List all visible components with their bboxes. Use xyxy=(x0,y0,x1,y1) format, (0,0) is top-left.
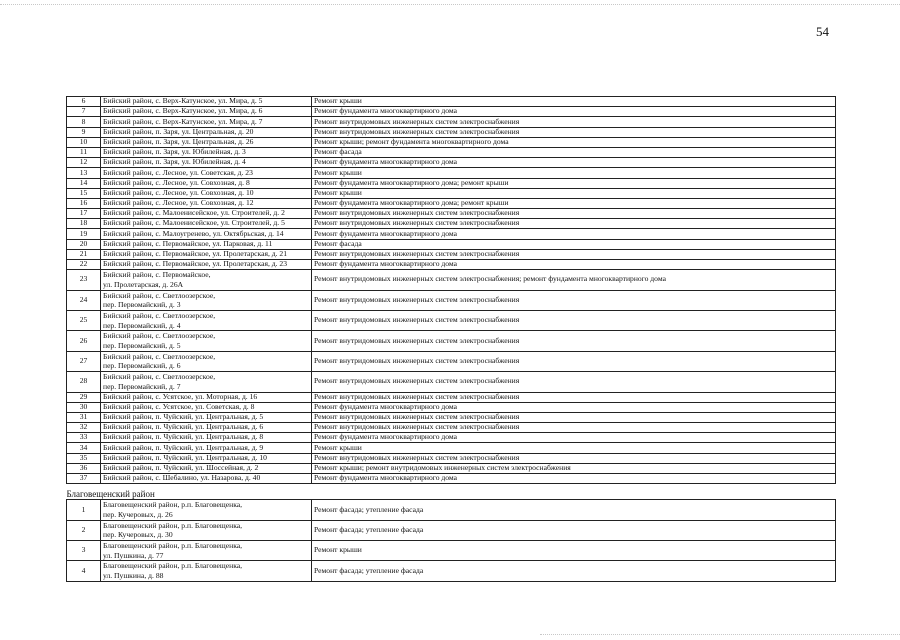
table-row xyxy=(67,443,836,453)
row-address: Бийский район, с. Верх-Катунское, ул. Мира, д. 7 xyxy=(101,117,312,127)
row-number: 3 xyxy=(67,541,101,561)
row-work-type: Ремонт фундамента многоквартирного дома; ремонт крыши xyxy=(312,178,836,188)
row-work-type: Ремонт внутридомовых инженерных систем электроснабжения xyxy=(312,423,836,433)
row-work-type: Ремонт внутридомовых инженерных систем электроснабжения xyxy=(312,310,836,330)
row-number: 15 xyxy=(67,188,101,198)
row-number: 30 xyxy=(67,402,101,412)
row-work-type: Ремонт внутридомовых инженерных систем электроснабжения xyxy=(312,412,836,422)
address-line-2: ул. Пушкина, д. 88 xyxy=(103,571,164,581)
row-address xyxy=(101,541,312,561)
repair-table xyxy=(66,96,836,582)
row-address: Бийский район, п. Чуйский, ул. Шоссейная, д. 2 xyxy=(101,463,312,473)
row-address: Бийский район, с. Усятское, ул. Советская, д. 8 xyxy=(101,402,312,412)
table-row xyxy=(67,137,836,147)
row-number: 10 xyxy=(67,137,101,147)
table-row xyxy=(67,463,836,473)
table-row xyxy=(67,412,836,422)
row-address: Бийский район, п. Чуйский, ул. Центральная, д. 9 xyxy=(101,443,312,453)
row-address: Бийский район, п. Чуйский, ул. Центральная, д. 10 xyxy=(101,453,312,463)
row-address xyxy=(101,520,312,540)
table-row xyxy=(67,372,836,392)
row-number: 29 xyxy=(67,392,101,402)
row-address: Бийский район, с. Первомайское, ул. Парковая, д. 11 xyxy=(101,239,312,249)
row-address xyxy=(101,331,312,351)
table-row xyxy=(67,239,836,249)
row-number: 16 xyxy=(67,198,101,208)
table-row xyxy=(67,97,836,107)
table-row xyxy=(67,500,836,520)
row-work-type: Ремонт внутридомовых инженерных систем электроснабжения xyxy=(312,219,836,229)
row-number: 24 xyxy=(67,290,101,310)
table-row xyxy=(67,127,836,137)
table-row xyxy=(67,561,836,581)
table-row xyxy=(67,402,836,412)
row-work-type: Ремонт внутридомовых инженерных систем электроснабжения xyxy=(312,127,836,137)
table-row xyxy=(67,188,836,198)
address-line-2: пер. Первомайский, д. 4 xyxy=(103,320,181,330)
row-number: 36 xyxy=(67,463,101,473)
row-address: Бийский район, п. Чуйский, ул. Центральная, д. 8 xyxy=(101,433,312,443)
row-number: 13 xyxy=(67,168,101,178)
row-address: Бийский район, п. Заря, ул. Юбилейная, д. 3 xyxy=(101,147,312,157)
address-line-2: пер. Первомайский, д. 7 xyxy=(103,381,181,391)
row-work-type: Ремонт внутридомовых инженерных систем электроснабжения xyxy=(312,290,836,310)
row-work-type: Ремонт крыши; ремонт фундамента многоквартирного дома xyxy=(312,137,836,147)
row-number: 8 xyxy=(67,117,101,127)
row-number: 28 xyxy=(67,372,101,392)
table-row xyxy=(67,270,836,290)
row-number: 4 xyxy=(67,561,101,581)
row-work-type: Ремонт фундамента многоквартирного дома xyxy=(312,229,836,239)
address-line-1: Бийский район, с. Светлоозерское, xyxy=(103,290,216,300)
row-work-type: Ремонт фундамента многоквартирного дома xyxy=(312,402,836,412)
row-address xyxy=(101,372,312,392)
row-number: 27 xyxy=(67,351,101,371)
row-number: 11 xyxy=(67,147,101,157)
table-row xyxy=(67,107,836,117)
table-row xyxy=(67,310,836,330)
row-address: Бийский район, п. Чуйский, ул. Центральная, д. 5 xyxy=(101,412,312,422)
repair-table-body xyxy=(67,97,836,582)
row-work-type: Ремонт внутридомовых инженерных систем электроснабжения xyxy=(312,249,836,259)
table-row xyxy=(67,219,836,229)
address-line-1: Благовещенский район, р.п. Благовещенка, xyxy=(103,500,243,510)
address-line-1: Бийский район, с. Первомайское, xyxy=(103,270,211,280)
row-address xyxy=(101,270,312,290)
row-work-type: Ремонт внутридомовых инженерных систем электроснабжения xyxy=(312,392,836,402)
row-work-type: Ремонт фасада xyxy=(312,147,836,157)
table-row xyxy=(67,229,836,239)
row-work-type: Ремонт крыши xyxy=(312,188,836,198)
row-address xyxy=(101,290,312,310)
row-work-type: Ремонт фасада; утепление фасада xyxy=(312,520,836,540)
table-row xyxy=(67,147,836,157)
table-row xyxy=(67,520,836,540)
row-work-type: Ремонт крыши xyxy=(312,97,836,107)
row-address: Бийский район, с. Первомайское, ул. Пролетарская, д. 23 xyxy=(101,260,312,270)
table-row xyxy=(67,541,836,561)
row-number: 12 xyxy=(67,158,101,168)
row-number: 7 xyxy=(67,107,101,117)
row-number: 33 xyxy=(67,433,101,443)
table-row xyxy=(67,209,836,219)
address-line-2: ул. Пролетарская, д. 26А xyxy=(103,279,184,289)
row-number: 14 xyxy=(67,178,101,188)
row-address: Бийский район, с. Усятское, ул. Моторная, д. 16 xyxy=(101,392,312,402)
section-header-row xyxy=(67,484,836,500)
table-row xyxy=(67,351,836,371)
row-number: 25 xyxy=(67,310,101,330)
row-work-type: Ремонт фасада; утепление фасада xyxy=(312,500,836,520)
row-work-type: Ремонт крыши xyxy=(312,541,836,561)
table-row xyxy=(67,290,836,310)
table-row xyxy=(67,474,836,484)
row-address: Бийский район, с. Лесное, ул. Совхозная, д. 8 xyxy=(101,178,312,188)
row-number: 37 xyxy=(67,474,101,484)
row-number: 23 xyxy=(67,270,101,290)
table-row xyxy=(67,158,836,168)
row-number: 20 xyxy=(67,239,101,249)
address-line-2: ул. Пушкина, д. 77 xyxy=(103,550,164,560)
section-title: Благовещенский район xyxy=(67,484,836,500)
address-line-1: Благовещенский район, р.п. Благовещенка, xyxy=(103,520,243,530)
address-line-1: Бийский район, с. Светлоозерское, xyxy=(103,372,216,382)
row-number: 22 xyxy=(67,260,101,270)
row-number: 2 xyxy=(67,520,101,540)
row-number: 26 xyxy=(67,331,101,351)
row-work-type: Ремонт фундамента многоквартирного дома xyxy=(312,260,836,270)
address-line-1: Благовещенский район, р.п. Благовещенка, xyxy=(103,561,243,571)
row-work-type: Ремонт фундамента многоквартирного дома xyxy=(312,158,836,168)
row-number: 34 xyxy=(67,443,101,453)
scan-edge-bottom xyxy=(540,634,900,635)
row-work-type: Ремонт фундамента многоквартирного дома xyxy=(312,433,836,443)
address-line-2: пер. Кучеровых, д. 26 xyxy=(103,509,173,519)
address-line-1: Бийский район, с. Светлоозерское, xyxy=(103,311,216,321)
row-address xyxy=(101,500,312,520)
table-row xyxy=(67,331,836,351)
row-work-type: Ремонт крыши xyxy=(312,443,836,453)
address-line-2: пер. Первомайский, д. 3 xyxy=(103,300,181,310)
row-address: Бийский район, с. Первомайское, ул. Пролетарская, д. 21 xyxy=(101,249,312,259)
row-address xyxy=(101,561,312,581)
row-work-type: Ремонт внутридомовых инженерных систем электроснабжения xyxy=(312,372,836,392)
row-work-type: Ремонт внутридомовых инженерных систем электроснабжения xyxy=(312,351,836,371)
row-work-type: Ремонт крыши xyxy=(312,168,836,178)
table-row xyxy=(67,178,836,188)
row-work-type: Ремонт внутридомовых инженерных систем электроснабжения; ремонт фундамента многоквартирного дома xyxy=(312,270,836,290)
table-row xyxy=(67,168,836,178)
table-row xyxy=(67,423,836,433)
row-number: 19 xyxy=(67,229,101,239)
row-number: 21 xyxy=(67,249,101,259)
row-work-type: Ремонт фасада xyxy=(312,239,836,249)
table-row xyxy=(67,249,836,259)
row-address: Бийский район, с. Малоенисейское, ул. Строителей, д. 2 xyxy=(101,209,312,219)
scan-edge-top xyxy=(0,4,900,5)
row-work-type: Ремонт внутридомовых инженерных систем электроснабжения xyxy=(312,453,836,463)
row-number: 18 xyxy=(67,219,101,229)
row-work-type: Ремонт внутридомовых инженерных систем электроснабжения xyxy=(312,331,836,351)
row-work-type: Ремонт внутридомовых инженерных систем электроснабжения xyxy=(312,209,836,219)
row-address: Бийский район, с. Верх-Катунское, ул. Мира, д. 5 xyxy=(101,97,312,107)
row-address: Бийский район, с. Лесное, ул. Совхозная, д. 10 xyxy=(101,188,312,198)
row-address: Бийский район, п. Заря, ул. Юбилейная, д. 4 xyxy=(101,158,312,168)
row-address: Бийский район, с. Лесное, ул. Советская, д. 23 xyxy=(101,168,312,178)
row-work-type: Ремонт фундамента многоквартирного дома; ремонт крыши xyxy=(312,198,836,208)
row-number: 17 xyxy=(67,209,101,219)
row-address: Бийский район, с. Малоугренево, ул. Октябрьская, д. 14 xyxy=(101,229,312,239)
row-address: Бийский район, с. Шебалино, ул. Назарова, д. 40 xyxy=(101,474,312,484)
address-line-2: пер. Кучеровых, д. 30 xyxy=(103,530,173,540)
table-row xyxy=(67,198,836,208)
row-number: 32 xyxy=(67,423,101,433)
table-row xyxy=(67,433,836,443)
row-address xyxy=(101,310,312,330)
table-row xyxy=(67,453,836,463)
row-work-type: Ремонт крыши; ремонт внутридомовых инженерных систем электроснабжения xyxy=(312,463,836,473)
address-line-1: Бийский район, с. Светлоозерское, xyxy=(103,351,216,361)
row-work-type: Ремонт внутридомовых инженерных систем электроснабжения xyxy=(312,117,836,127)
table-row xyxy=(67,260,836,270)
address-line-2: пер. Первомайский, д. 6 xyxy=(103,361,181,371)
row-address: Бийский район, п. Заря, ул. Центральная, д. 26 xyxy=(101,137,312,147)
row-work-type: Ремонт фасада; утепление фасада xyxy=(312,561,836,581)
row-number: 35 xyxy=(67,453,101,463)
address-line-1: Бийский район, с. Светлоозерское, xyxy=(103,331,216,341)
address-line-1: Благовещенский район, р.п. Благовещенка, xyxy=(103,541,243,551)
table-row xyxy=(67,117,836,127)
page-number: 54 xyxy=(816,24,829,39)
address-line-2: пер. Первомайский, д. 5 xyxy=(103,341,181,351)
row-number: 9 xyxy=(67,127,101,137)
row-address: Бийский район, п. Чуйский, ул. Центральная, д. 6 xyxy=(101,423,312,433)
row-address: Бийский район, с. Лесное, ул. Совхозная, д. 12 xyxy=(101,198,312,208)
row-work-type: Ремонт фундамента многоквартирного дома xyxy=(312,107,836,117)
row-work-type: Ремонт фундамента многоквартирного дома xyxy=(312,474,836,484)
row-address: Бийский район, п. Заря, ул. Центральная, д. 20 xyxy=(101,127,312,137)
row-number: 31 xyxy=(67,412,101,422)
table-row xyxy=(67,392,836,402)
row-address: Бийский район, с. Малоенисейское, ул. Строителей, д. 5 xyxy=(101,219,312,229)
row-address: Бийский район, с. Верх-Катунское, ул. Мира, д. 6 xyxy=(101,107,312,117)
row-number: 6 xyxy=(67,97,101,107)
row-number: 1 xyxy=(67,500,101,520)
row-address xyxy=(101,351,312,371)
